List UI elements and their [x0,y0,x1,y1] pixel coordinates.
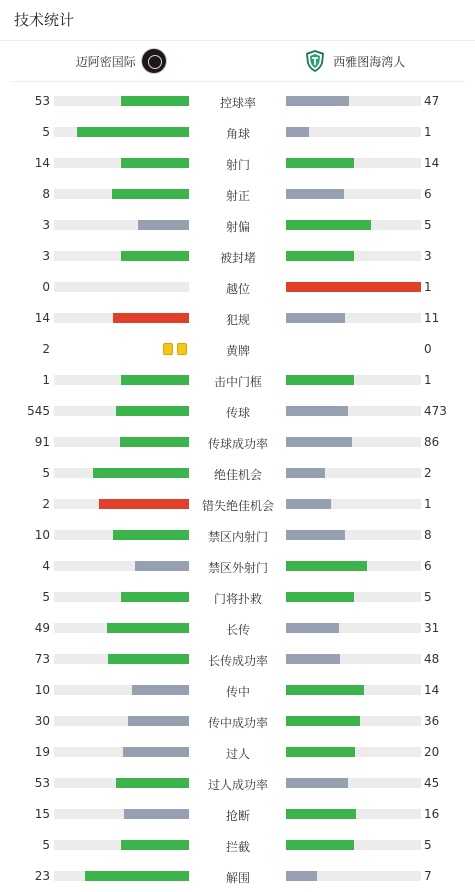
home-stat-bar [54,313,189,323]
away-stat-value: 2 [424,466,432,480]
away-stat-bar [286,189,421,199]
stat-row [0,830,475,861]
home-stat-bar [54,654,189,664]
away-stat-bar-fill [286,375,354,385]
away-stat-bar-fill [286,499,331,509]
home-stat-bar [54,127,189,137]
home-stat-value: 5 [42,466,50,480]
home-stat-bar-fill [120,437,189,447]
home-stat-bar [54,747,189,757]
home-stat-bar [54,778,189,788]
away-stat-value: 1 [424,497,432,511]
away-stat-value: 36 [424,714,440,728]
away-stat-bar [286,313,421,323]
away-stat-value: 1 [424,125,432,139]
stat-label: 射偏 [225,220,250,234]
home-stat-bar [54,840,189,850]
away-stat-bar [286,685,421,695]
away-stat-bar [286,871,421,881]
away-stat-bar-fill [286,778,348,788]
away-stat-bar-fill [286,282,421,292]
away-stat-bar [286,623,421,633]
stat-label: 过人成功率 [207,778,268,792]
away-stat-value: 16 [424,807,440,821]
away-stat-bar [286,437,421,447]
away-stat-bar-fill [286,623,339,633]
stat-label: 传中 [225,685,250,699]
away-stat-bar-fill [286,189,344,199]
home-stat-bar [54,437,189,447]
away-team[interactable] [238,49,466,73]
stat-row [0,272,475,303]
home-stat-bar-fill [99,499,189,509]
away-stat-bar [286,499,421,509]
home-stat-value: 53 [34,94,50,108]
stat-row [0,148,475,179]
stat-label: 控球率 [219,96,256,110]
away-stat-bar-fill [286,716,360,726]
yellow-card-icon [177,343,187,355]
home-stat-value: 3 [42,218,50,232]
stat-label: 传球 [225,406,250,420]
home-stat-value: 545 [27,404,50,418]
stat-row [0,210,475,241]
home-stat-value: 1 [42,373,50,387]
stat-row [0,334,475,365]
home-stat-value: 3 [42,249,50,263]
away-stat-bar [286,809,421,819]
home-stat-bar-fill [121,840,189,850]
home-team[interactable] [10,49,238,73]
away-stat-bar [286,561,421,571]
home-stat-bar-fill [121,251,189,261]
home-stat-bar [54,685,189,695]
away-stat-value: 5 [424,838,432,852]
stat-row [0,551,475,582]
stat-row [0,241,475,272]
home-stat-bar [54,189,189,199]
away-stat-bar-fill [286,158,354,168]
home-team-name: 迈阿密国际 [75,54,136,69]
stat-label: 射门 [225,158,250,172]
away-stat-value: 8 [424,528,432,542]
stat-row [0,458,475,489]
stat-label: 门将扑救 [213,592,262,606]
away-stat-bar-fill [286,654,340,664]
stat-label: 错失绝佳机会 [201,499,274,513]
away-stat-value: 14 [424,683,440,697]
away-stat-bar-fill [286,809,356,819]
stat-row [0,675,475,706]
stat-row [0,86,475,117]
away-stat-bar [286,127,421,137]
home-stat-value: 91 [34,435,50,449]
home-stat-bar [54,96,189,106]
stat-row [0,396,475,427]
stat-label: 过人 [225,747,250,761]
stat-row [0,644,475,675]
stat-row [0,489,475,520]
away-stat-value: 1 [424,373,432,387]
away-stat-bar-fill [286,251,354,261]
stat-row [0,303,475,334]
stat-row [0,365,475,396]
away-stat-value: 31 [424,621,440,635]
away-stat-value: 48 [424,652,440,666]
home-stat-value: 4 [42,559,50,573]
home-stat-bar-fill [107,623,189,633]
away-stat-bar-fill [286,592,354,602]
away-stat-bar [286,220,421,230]
away-stat-bar-fill [286,220,371,230]
home-stat-bar-fill [121,158,189,168]
away-stat-value: 20 [424,745,440,759]
home-stat-bar-fill [132,685,189,695]
stat-label: 黄牌 [225,344,250,358]
away-stat-bar [286,468,421,478]
home-stat-bar-fill [85,871,189,881]
stat-row [0,768,475,799]
away-stat-value: 45 [424,776,440,790]
away-stat-bar [286,530,421,540]
home-stat-value: 53 [34,776,50,790]
home-stat-value: 8 [42,187,50,201]
away-stat-bar [286,158,421,168]
stat-label: 犯规 [225,313,250,327]
home-stat-bar [54,220,189,230]
stat-label: 抢断 [225,809,250,823]
away-stat-bar [286,747,421,757]
home-stat-bar [54,530,189,540]
stat-label: 解围 [225,871,250,885]
away-stat-value: 7 [424,869,432,883]
home-stat-value: 73 [34,652,50,666]
stat-label: 长传成功率 [207,654,268,668]
home-stat-bar-fill [121,592,189,602]
away-stat-bar-fill [286,530,345,540]
home-stat-bar-fill [123,747,189,757]
home-stat-bar [54,251,189,261]
away-stat-bar [286,251,421,261]
home-stat-bar [54,468,189,478]
home-stat-bar [54,499,189,509]
home-stat-value: 5 [42,125,50,139]
stat-label: 绝佳机会 [213,468,262,482]
stat-label: 击中门框 [213,375,262,389]
away-stat-bar [286,716,421,726]
away-stat-value: 473 [424,404,447,418]
away-stat-bar-fill [286,685,364,695]
away-stat-bar-fill [286,437,352,447]
home-stat-value: 10 [34,683,50,697]
home-stat-bar-fill [138,220,189,230]
away-stat-bar [286,406,421,416]
home-team-logo-icon [142,49,166,73]
home-stat-value: 5 [42,838,50,852]
away-stat-bar [286,375,421,385]
home-stat-bar-fill [113,313,189,323]
home-stat-bar [54,716,189,726]
away-stat-bar-fill [286,871,317,881]
home-stat-bar [54,561,189,571]
stat-label: 射正 [225,189,250,203]
home-stat-value: 2 [42,342,50,356]
stat-row [0,737,475,768]
away-stat-value: 3 [424,249,432,263]
home-stat-value: 2 [42,497,50,511]
stat-label: 角球 [225,127,250,141]
stat-row [0,582,475,613]
away-stat-bar-fill [286,840,354,850]
yellow-card-icon [163,343,173,355]
home-stat-value: 0 [42,280,50,294]
home-stat-bar [54,282,189,292]
stats-list [0,82,475,892]
home-stat-value: 19 [34,745,50,759]
home-stat-value: 15 [34,807,50,821]
home-stat-bar-fill [113,530,189,540]
stat-label: 被封堵 [219,251,256,265]
home-stat-bar-fill [112,189,189,199]
teams-header [10,41,465,82]
away-stat-bar-fill [286,127,309,137]
stat-label: 禁区内射门 [207,530,268,544]
home-stat-bar-fill [121,375,189,385]
home-stat-bar [54,158,189,168]
away-stat-value: 5 [424,590,432,604]
away-stat-value: 6 [424,187,432,201]
away-stat-bar [286,840,421,850]
away-stat-bar [286,778,421,788]
away-stat-value: 47 [424,94,440,108]
stat-row [0,117,475,148]
away-stat-value: 5 [424,218,432,232]
stat-row [0,706,475,737]
stat-label: 长传 [225,623,250,637]
page-title: 技术统计 [0,0,475,41]
stat-row [0,799,475,830]
home-stat-value: 14 [34,156,50,170]
home-stat-bar-fill [128,716,189,726]
home-stat-bar-fill [124,809,189,819]
home-stat-bar [54,592,189,602]
away-stat-bar-fill [286,468,325,478]
away-stat-bar-fill [286,313,345,323]
home-stat-bar [54,809,189,819]
home-stat-value: 5 [42,590,50,604]
home-stat-bar-fill [116,406,189,416]
away-stat-value: 1 [424,280,432,294]
home-stat-bar [54,623,189,633]
away-stat-bar-fill [286,96,349,106]
home-stat-bar-fill [121,96,189,106]
stat-row [0,427,475,458]
stat-row [0,861,475,892]
away-stat-bar-fill [286,406,348,416]
away-stat-bar [286,592,421,602]
home-stat-value: 10 [34,528,50,542]
away-stat-bar [286,96,421,106]
home-stat-bar-fill [135,561,189,571]
home-stat-value: 14 [34,311,50,325]
home-stat-bar-fill [116,778,189,788]
away-team-name: 西雅图海湾人 [333,54,406,69]
stat-row [0,520,475,551]
away-stat-value: 14 [424,156,440,170]
home-stat-bar [54,406,189,416]
home-stat-value: 23 [34,869,50,883]
away-stat-value: 0 [424,342,432,356]
home-stat-bar-fill [93,468,189,478]
stat-label: 传球成功率 [207,437,268,451]
stat-label: 越位 [225,282,250,296]
away-stat-bar-fill [286,561,367,571]
stat-label: 传中成功率 [207,716,268,730]
home-stat-value: 30 [34,714,50,728]
stat-row [0,179,475,210]
away-stat-bar [286,282,421,292]
stat-label: 禁区外射门 [207,561,268,575]
away-stat-value: 86 [424,435,440,449]
home-stat-bar-fill [77,127,189,137]
away-stat-bar-fill [286,747,355,757]
home-stat-bar [54,871,189,881]
home-stat-bar-fill [108,654,189,664]
home-stat-value: 49 [34,621,50,635]
away-team-logo-icon [303,49,327,73]
stat-label: 拦截 [225,840,250,854]
home-yellow-cards [163,343,187,355]
stat-row [0,613,475,644]
away-stat-value: 11 [424,311,440,325]
home-stat-bar [54,375,189,385]
away-stat-value: 6 [424,559,432,573]
away-stat-bar [286,654,421,664]
